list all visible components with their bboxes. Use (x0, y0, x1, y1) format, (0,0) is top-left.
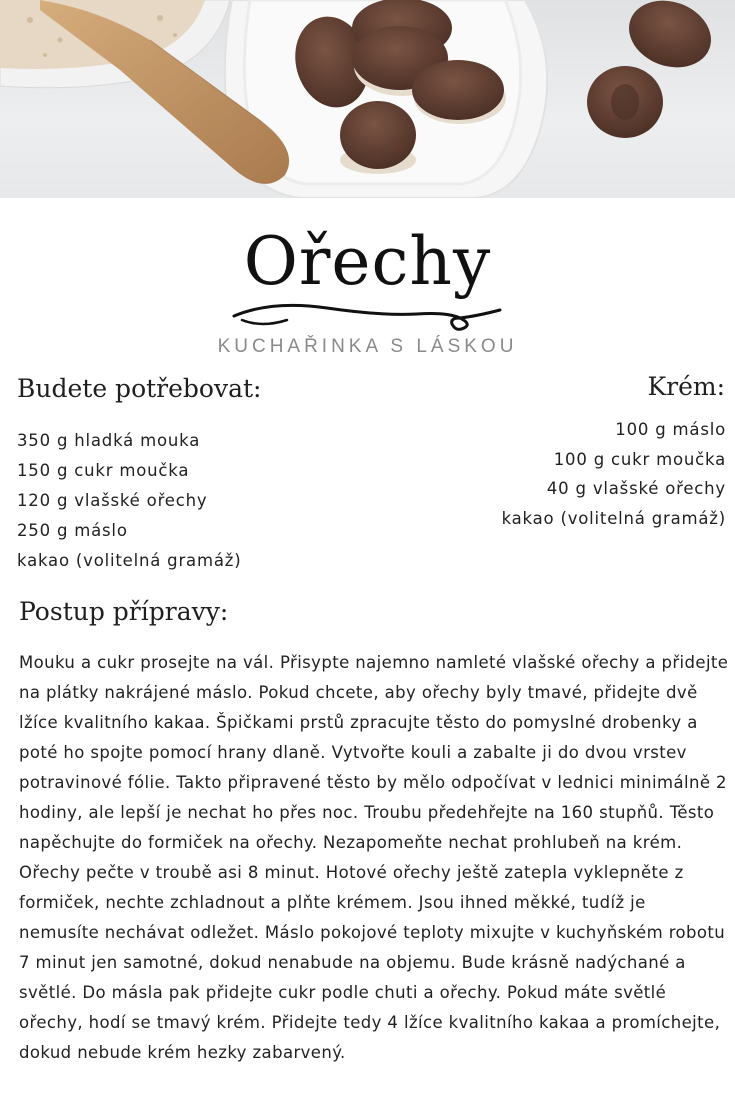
cream-item: kakao (volitelná gramáž) (501, 508, 726, 528)
ingredient-item: 250 g máslo (17, 521, 128, 540)
ingredient-item: 150 g cukr moučka (17, 461, 190, 480)
loose-cookies (587, 0, 720, 138)
ingredient-item: 120 g vlašské ořechy (17, 491, 208, 510)
cream-heading: Krém: (647, 372, 725, 401)
flourish-ornament (232, 296, 502, 336)
cream-item: 100 g máslo (615, 420, 726, 439)
method-text: Mouku a cukr prosejte na vál. Přisypte najemno namleté vlašské ořechy a přidejte na plátky nakrájené máslo. Pokud chcete, aby ořechy byly tmavé, přidejte dvě lžíce kvalitního kakaa. Špičkami prstů zpracujte těsto do pomyslné drobenky a poté ho spojte pomocí hrany dlaně. Vytvořte kouli a zabalte ji do dvou vrstev potravinové fólie. Takto připravené těsto by mělo odpočívat v lednici minimálně 2 hodiny, ale lepší je nechat ho přes noc. Troubu předehřejte na 160 stupňů. Těsto napěchujte do formiček na ořechy. Nezapomeňte nechat prohlubeň na krém. Ořechy pečte v troubě asi 8 minut. Hotové ořechy ještě zatepla vyklepněte z formiček, nechte zchladnout a plňte krémem. Jsou ihned měkké, tudíž je nemusíte nechávat odležet. Máslo pokojové teploty mixujte v kuchyňském robotu 7 minut jen samotné, dokud nenabude na objemu. Bude krásně nadýchané a světlé. Do másla pak přidejte cukr podle chuti a ořechy. Pokud máte světlé ořechy, hodí se tmavý krém. Přidejte tedy 4 lžíce kvalitního kakaa a promíchejte, dokud nebude krém hezky zabarvený. (19, 653, 729, 1062)
cream-item: 100 g cukr moučka (553, 449, 726, 469)
ingredient-item: kakao (volitelná gramáž) (17, 551, 242, 570)
method-heading: Postup přípravy: (19, 597, 229, 626)
cream-item: 40 g vlašské ořechy (546, 479, 726, 498)
ingredients-heading: Budete potřebovat: (17, 374, 262, 403)
ingredients-list (17, 426, 241, 576)
ingredient-item: 350 g hladká mouka (17, 431, 201, 450)
cookies-illustration (0, 0, 735, 198)
page-subtitle: KUCHAŘINKA S LÁSKOU (217, 336, 518, 357)
hero-photo (0, 0, 735, 198)
page-title: Ořechy (243, 223, 492, 300)
cream-list (502, 415, 726, 533)
